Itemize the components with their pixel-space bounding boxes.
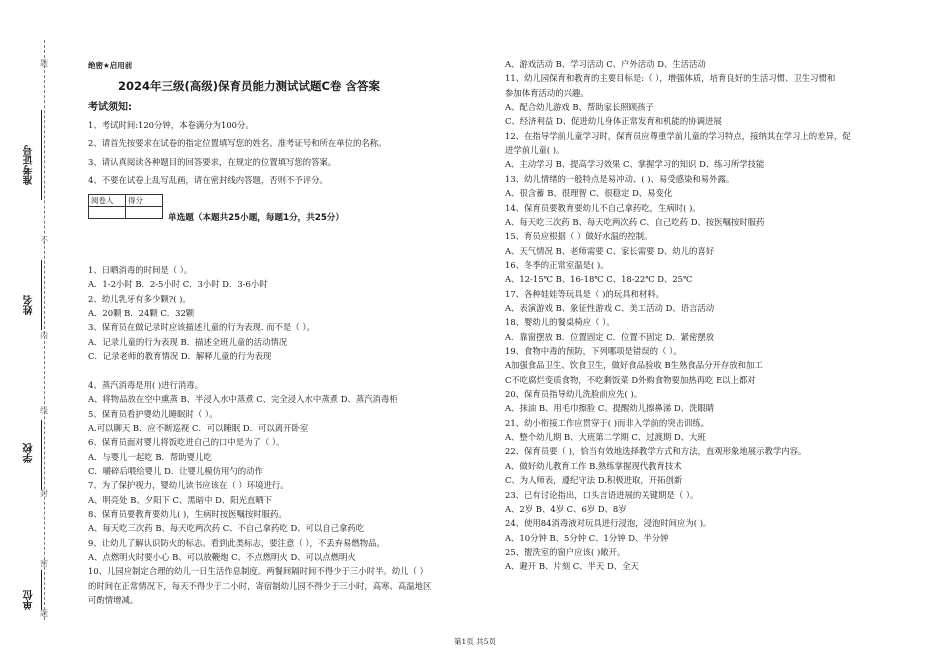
question-line: A、表演游戏 B、象征性游戏 C、美工活动 D、语言活动 bbox=[505, 302, 715, 313]
question-line: 14、保育员要教育要幼儿不自己拿药吃，生病时( )。 bbox=[505, 202, 701, 213]
question-line: A．1-2小时 B．2-5小时 C．3小时 D．3-6小时 bbox=[88, 279, 268, 290]
question-line: A、游戏活动 B、学习活动 C、户外活动 D、生活活动 bbox=[505, 59, 706, 69]
seal-mark-2: 内 bbox=[40, 331, 48, 340]
question-line: 11、幼儿园保育和教育的主要目标是:（ ），增强体质，培育良好的生活习惯、卫生习惯和 bbox=[505, 73, 836, 84]
school-label: 学校 bbox=[24, 443, 35, 463]
question-line: A、点燃明火时要小心 B、可以放鞭炮 C、不点燃明火 D、可以点燃明火 bbox=[88, 552, 356, 562]
question-line: 可酌情增减。 bbox=[88, 595, 139, 606]
question-line: 7、为了保护视力，婴幼儿读书应该在（ ）环境进行。 bbox=[88, 480, 289, 491]
question-line: 5、保育员看护婴幼儿睡眠时（ ）。 bbox=[88, 408, 218, 419]
question-line: A、每天吃三次药 B、每天吃两次药 C、不自己拿药吃 D、可以自己拿药吃 bbox=[88, 523, 365, 534]
question-line: A、很含蓄 B、很理智 C、很稳定 D、易变化 bbox=[505, 188, 673, 199]
seal-mark-1: 不 bbox=[40, 236, 48, 245]
name-field[interactable] bbox=[41, 260, 42, 330]
question-line: 6、保育员面对婴儿将饭吃进自己的口中是为了（ ）。 bbox=[88, 437, 285, 448]
question-line: C、经济利益 D、促进幼儿身体正常发育和机能的协调进展 bbox=[505, 116, 722, 127]
exam-number-label: 准考证号 bbox=[24, 145, 35, 185]
question-line: A.可以聊天 B．应不断巡视 C．可以睡眠 D．可以离开卧室 bbox=[88, 422, 309, 433]
seal-mark-4: 封 bbox=[40, 489, 48, 498]
question-line: 参加体育活动的兴趣。 bbox=[505, 87, 589, 98]
question-line: C、为人师表，遵纪守法 D.积极进取，开拓创新 bbox=[505, 475, 683, 486]
question-line: 17、各种娃娃等玩具是（ )的玩具和材料。 bbox=[505, 288, 664, 299]
question-line: 21、幼小衔接工作应贯穿于( )而非入学前的突击训练。 bbox=[505, 417, 710, 428]
question-line: 20、保育员指导幼儿洗脸前应先( )。 bbox=[505, 389, 643, 400]
question-line: A、10分钟 B、5分钟 C、1分钟 D、半分钟 bbox=[505, 532, 669, 543]
question-line: A、配合幼儿游戏 B、帮助家长照顾孩子 bbox=[505, 102, 654, 113]
notice-heading: 考试须知: bbox=[88, 102, 132, 113]
question-line: A、避开 B、片刻 C、半天 D、全天 bbox=[505, 561, 639, 572]
question-line: C．嚼碎后喂给婴儿 D．让婴儿模仿用勺的动作 bbox=[88, 465, 263, 476]
question-line: 10、儿园应制定合理的幼儿一日生活作息制度。两餐间隔时间不得少于三小时半。幼儿（ ） bbox=[88, 566, 428, 577]
question-line: 3、保育员在做记录时应该描述儿童的行为表现. 而不是（ ）。 bbox=[88, 322, 315, 333]
question-line: 的时间在正常情况下，每天不得少于二小时，寄宿制幼儿园不得少于三小时，高寒、高温地区 bbox=[88, 580, 432, 591]
margin-bottom-char: 题 bbox=[40, 609, 48, 618]
question-line: A．靠窗摆放 B．位置固定 C．位置不固定 D．紧密摆放 bbox=[505, 331, 715, 342]
unit-label: 单位 bbox=[24, 590, 35, 610]
notice-item: 1、考试时间:120分钟，本卷满分为100分。 bbox=[88, 120, 254, 130]
question-line: 13、幼儿情绪的一般特点是易冲动、( )、易受感染和易外露。 bbox=[505, 173, 735, 184]
question-line: A．20颗 B．24颗 C．32颗 bbox=[88, 308, 195, 319]
grader-header: 阅卷人 bbox=[89, 195, 126, 207]
question-line: 12、在指导学前儿童学习时，保育员应尊重学前儿童的学习特点，接纳其在学习上的差异，促 bbox=[505, 130, 851, 141]
exam-number-field[interactable] bbox=[41, 110, 42, 200]
question-line: 1、日晒消毒的时间是（ ）。 bbox=[88, 265, 193, 275]
question-line: A、抹油 B、用毛巾擦脸 C、提醒幼儿擦鼻涕 D、洗眼睛 bbox=[505, 403, 715, 414]
question-line: 进学前儿童( )。 bbox=[505, 145, 565, 156]
notice-item: 4、不要在试卷上乱写乱画，请在密封线内答题，否则不予评分。 bbox=[88, 175, 328, 185]
question-line: 22、保育员要（ )，恰当有效地选择教学方式和方法，直观形象地展示教学内容。 bbox=[505, 446, 807, 457]
question-line: A、2岁 B、4岁 C、6岁 D、8岁 bbox=[505, 503, 627, 514]
binding-margin bbox=[0, 0, 70, 671]
question-line: A、做好幼儿教育工作 B.熟练掌握现代教育技术 bbox=[505, 460, 682, 471]
question-line: 23、已有讨论指出，口头言语进展的关键期是（ ）。 bbox=[505, 489, 699, 500]
question-line: A、每天吃三次药 B、每天吃两次药 C、自己吃药 D、按医嘱按时服药 bbox=[505, 216, 765, 227]
question-line: A加强食品卫生、饮食卫生，做好食品验收 B生熟食品分开存放和加工 bbox=[505, 360, 763, 371]
margin-top-char: 题 bbox=[40, 59, 48, 68]
question-line: 16、冬季的正常室温是( )。 bbox=[505, 259, 609, 270]
question-line: 9、让幼儿了解认识防火的标志。看到此类标志，要注意（ ），不丢弃易燃物品。 bbox=[88, 537, 385, 548]
grader-cell[interactable] bbox=[89, 207, 126, 219]
question-line: A、天气情况 B、老师需要 C、家长需要 D、幼儿的喜好 bbox=[505, 245, 715, 256]
question-line: A、12-15℃ B、16-18℃ C、18-22℃ D、25℃ bbox=[505, 274, 693, 285]
seal-mark-5: 密 bbox=[40, 559, 48, 568]
question-line: 15、育员应根据（ ）做好水温的控制。 bbox=[505, 231, 653, 242]
notice-item: 2、请首先按要求在试卷的指定位置填写您的姓名、准考证号和所在单位的名称。 bbox=[88, 138, 387, 148]
question-line: A、将物品放在空中熏蒸 B、半浸入水中蒸煮 C、完全浸入水中蒸煮 D、蒸汽消毒柜 bbox=[88, 394, 398, 405]
unit-field[interactable] bbox=[41, 570, 42, 610]
question-line: A、主动学习 B、提高学习效果 C、掌握学习的知识 D、练习所学技能 bbox=[505, 159, 765, 170]
score-table bbox=[88, 194, 163, 219]
seal-mark-3: 线 bbox=[40, 406, 48, 415]
notice-item: 3、请认真阅读各种题目的回答要求，在规定的位置填写您的答案。 bbox=[88, 157, 337, 167]
question-line: A、明亮处 B、夕阳下 C、黑暗中 D、阳光直晒下 bbox=[88, 494, 273, 505]
question-line: 19、食物中毒的预防，下列哪项是错误的（ ）。 bbox=[505, 346, 682, 356]
question-line: C不吃腐烂变质食物，不吃剩饭菜 D外购食物要加热再吃 E以上都对 bbox=[505, 374, 756, 385]
question-line: A、整个幼儿期 B、大班第二学期 C、过渡期 D、大班 bbox=[505, 432, 706, 443]
question-line: A．与婴儿一起吃 B．帮助婴儿吃 bbox=[88, 451, 212, 462]
question-line: 2、幼儿乳牙有多少颗?( )。 bbox=[88, 293, 191, 304]
score-header: 得分 bbox=[126, 195, 163, 207]
question-line: 8、保育员要教育要幼儿( )，生病时按医嘱按时服药。 bbox=[88, 508, 287, 519]
section-heading: 单选题（本题共25小题，每题1分，共25分） bbox=[168, 213, 344, 223]
school-field[interactable] bbox=[41, 420, 42, 490]
question-line: 24、使用84消毒液对玩具进行浸泡，浸泡时间应为( )。 bbox=[505, 518, 712, 529]
question-line: 18、婴幼儿的餐桌椅应（ ）。 bbox=[505, 317, 615, 328]
question-line: C．记录老师的教育情况 D．解释儿童的行为表现 bbox=[88, 351, 272, 362]
question-line: 4、蒸汽消毒是用( )进行消毒。 bbox=[88, 379, 204, 390]
exam-title: 2024年三级(高级)保育员能力测试试题C卷 含答案 bbox=[118, 79, 380, 93]
question-line: 25、盥洗室的窗户应该( )敞开。 bbox=[505, 546, 626, 557]
score-cell[interactable] bbox=[126, 207, 163, 219]
confidential-mark: 绝密★启用前 bbox=[88, 61, 133, 70]
page-footer: 第1页 共5页 bbox=[454, 637, 496, 646]
name-label: 姓名 bbox=[24, 295, 35, 315]
question-line: A．记录儿童的行为表现 B．描述全班儿童的活动情况 bbox=[88, 336, 288, 347]
